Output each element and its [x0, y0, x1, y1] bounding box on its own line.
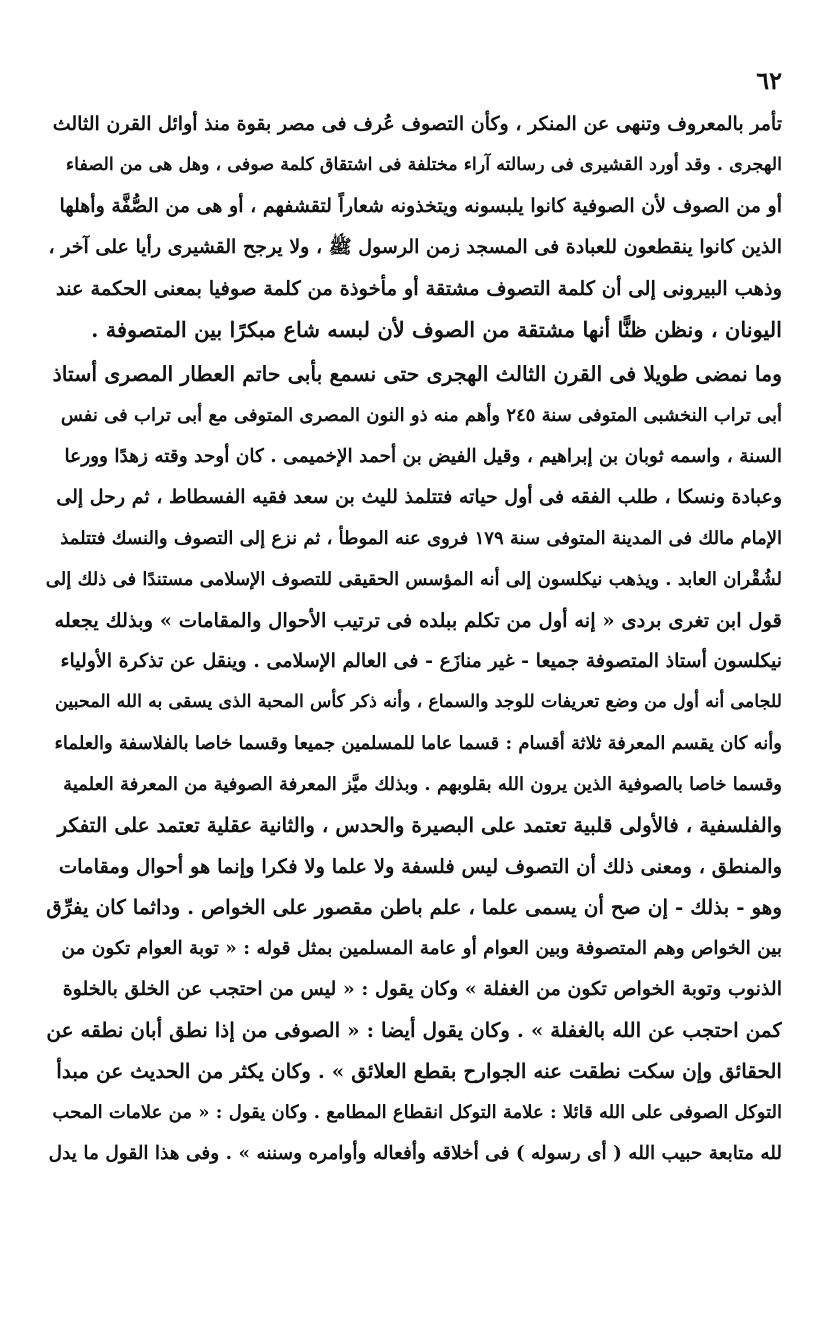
text-line: وعبادة ونسكا ، طلب الفقه فى أول حياته فتتلمذ لليث بن سعد فقيه الفسطاط ، ثم رحل إلى [56, 486, 782, 508]
text-line: الحقائق وإن سكت نطقت عنه الجوارح بقطع العلائق » . وكان يكثر من الحديث عن مبدأ [56, 1059, 782, 1083]
text-line: الذنوب وتوبة الخواص تكون من الغفلة » وكان يقول : « ليس من احتجب عن الخلق بالخلوة [62, 978, 782, 1000]
body-text [46, 104, 782, 1174]
paragraph [46, 104, 782, 350]
text-line: للجامى أنه أول من وضع تعريفات للوجد والسماع ، وأنه ذكر كأس المحبة الذى يسقى به الله المحبين [55, 692, 782, 712]
text-line: وذهب البيرونى إلى أن كلمة التصوف مشتقة أو مأخوذة من كلمة صوفيا بمعنى الحكمة عند [55, 277, 782, 300]
text-line: التوكل الصوفى على الله قائلا : علامة التوكل انقطاع المطامع . وكان يقول : « من علامات المحب [52, 1102, 782, 1123]
text-line: السنة ، واسمه ثوبان بن إبراهيم ، وقيل الفيض بن أحمد الإخميمى . كان أوحد وقته زهدًا وورعا [64, 446, 782, 467]
text-line: اليونان ، ونظن ظنًّا أنها مشتقة من الصوف لأن لبسه شاع مبكرًا بين المتصوفة . [91, 317, 782, 342]
text-line: الذين كانوا ينقطعون للعبادة فى المسجد زمن الرسول ﷺ ، ولا يرجح القشيرى رأيا على آخر ، [48, 236, 782, 258]
text-line: نيكلسون أستاذ المتصوفة جميعا - غير منازَع - فى العالم الإسلامى . وينقل عن تذكرة الأولياء [60, 650, 782, 672]
text-line: والفلسفية ، فالأولى قلبية تعتمد على البصيرة والحدس ، والثانية عقلية تعتمد على التفكر [57, 813, 782, 837]
text-line: بين الخواص وهم المتصوفة وبين العوام أو عامة المسلمين بمثل قوله : « توبة العوام تكون من [61, 938, 782, 959]
text-line: قول ابن تغرى بردى « إنه أول من تكلم ببلده فى ترتيب الأحوال والمقامات » وبذلك يجعله [54, 609, 782, 632]
text-line: لله متابعة حبيب الله ( أى رسوله ) فى أخلاقه وأفعاله وأوامره وسننه » . وفى هذا القول ما يدل [48, 1143, 782, 1164]
text-line: أبى تراب النخشبى المتوفى سنة ٢٤٥ وأهم منه ذو النون المصرى المتوفى مع أبى تراب فى نفس [60, 405, 782, 426]
text-line: وهو - بذلك - إن صح أن يسمى علما ، علم باطن مقصور على الخواص . وداثما كان يفرِّق [46, 895, 782, 919]
text-line: والمنطق ، ومعنى ذلك أن التصوف ليس فلسفة ولا علما ولا فكرا وإنما هو أحوال ومقامات [58, 855, 782, 878]
text-line: وقسما خاصا بالصوفية الذين يرون الله بقلوبهم . وبذلك ميَّز المعرفة الصوفية من المعرفة العلمية [63, 774, 782, 795]
text-line: أو من الصوف لأن الصوفية كانوا يلبسونه ويتخذونه شعاراً لتقشفهم ، أو هى من الصُّفَّة وأهلها [59, 195, 782, 217]
text-line: لشُقْران العابد . ويذهب نيكلسون إلى أنه المؤسس الحقيقى للتصوف الإسلامى مستندًا فى ذلك إلى [46, 569, 782, 590]
text-line: تأمر بالمعروف وتنهى عن المنكر ، وكأن التصوف عُرف فى مصر بقوة منذ أوائل القرن الثالث [52, 113, 782, 135]
paragraph [46, 354, 782, 1174]
text-line: الهجرى . وقد أورد القشيرى فى رسالته آراء مختلفة فى اشتقاق كلمة صوفى ، وهل هى من الصفاء [65, 155, 782, 175]
text-line: الإمام مالك فى المدينة المتوفى سنة ١٧٩ فروى عنه الموطأ ، ثم نزع إلى التصوف والنسك فتتلمذ [60, 528, 782, 549]
text-line: وأنه كان يقسم المعرفة ثلاثة أقسام : قسما عاما للمسلمين جميعا وقسما خاصا بالفلاسفة والعلماء [54, 733, 782, 754]
text-line: وما نمضى طويلا فى القرن الثالث الهجرى حتى نسمع بأبى حاتم العطار المصرى أستاذ [52, 362, 782, 386]
page-number: ٦٢ [756, 66, 782, 95]
text-line: كمن احتجب عن الله بالغفلة » . وكان يقول أيضا : « الصوفى من إذا نطق أبان نطقه عن [46, 1018, 782, 1042]
